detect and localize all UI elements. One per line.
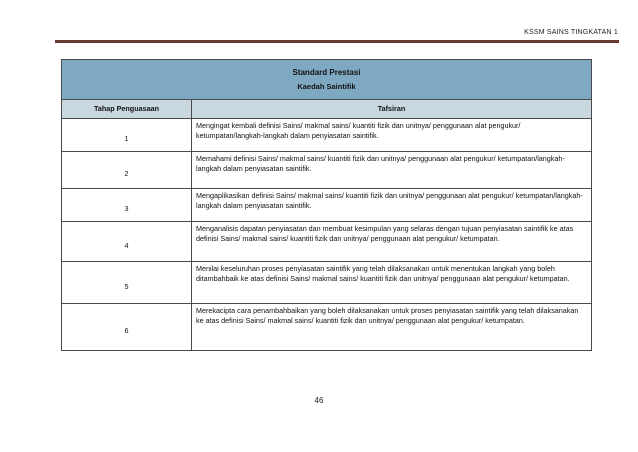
header-divider [55, 40, 619, 43]
level-cell [62, 304, 192, 351]
level-number: 2 [124, 169, 129, 178]
table-row [62, 222, 592, 262]
level-number: 5 [124, 281, 129, 291]
level-cell [62, 222, 192, 262]
description-cell: Menganalisis dapatan penyiasatan dan membuat kesimpulan yang selaras dengan tujuan penyiasatan saintifik ke atas definisi Sains/ makmal sains/ kuantiti fizik dan unitnya/ penggunaan alat pengukur/ ketumpatan. [192, 222, 592, 262]
page-header: KSSM SAINS TINGKATAN 1 [524, 29, 618, 36]
page-number: 46 [314, 396, 324, 405]
level-number: 3 [124, 204, 129, 213]
table-row [62, 189, 592, 222]
level-cell [62, 189, 192, 222]
description-cell: Mengingat kembali definisi Sains/ makmal sains/ kuantiti fizik dan unitnya/ penggunaan alat pengukur/ ketumpatan/langkah-langkah dalam penyiasatan saintifik. [192, 119, 592, 152]
level-number: 4 [124, 240, 129, 250]
description-cell: Mengaplikasikan definisi Sains/ makmal sains/ kuantiti fizik dan unitnya/ penggunaan alat pengukur/ ketumpatan/langkah-langkah dalam penyiasatan saintifik. [192, 189, 592, 222]
description-cell: Merekacipta cara penambahbaikan yang boleh dilaksanakan untuk proses penyiasatan saintifik yang telah dilaksanakan ke atas definisi Sains/ makmal sains/ kuantiti fizik dan unitnya/ penggunaan alat pengukur/ ketumpatan. [192, 304, 592, 351]
table-row [62, 152, 592, 189]
table-header-row [62, 100, 592, 119]
table-title-cell [62, 60, 592, 100]
table-row [62, 119, 592, 152]
table-title-row [62, 60, 592, 100]
level-number: 1 [124, 134, 129, 143]
column-header-level: Tahap Penguasaan [62, 100, 192, 119]
description-cell: Memahami definisi Sains/ makmal sains/ kuantiti fizik dan unitnya/ penggunaan alat pengukur/ ketumpatan/langkah-langkah dalam penyiasatan saintifik. [192, 152, 592, 189]
standard-prestasi-table [61, 59, 592, 351]
table-title: Standard Prestasi [292, 67, 361, 77]
table-row [62, 262, 592, 304]
table-subtitle: Kaedah Saintifik [297, 81, 356, 91]
description-cell: Menilai keseluruhan proses penyiasatan saintifik yang telah dilaksanakan untuk menentukan langkah yang boleh ditambahbaik ke atas definisi Sains/ makmal sains/ kuantiti fizik dan unitnya/ penggunaan alat pengukur/ ketumpatan. [192, 262, 592, 304]
level-number: 6 [124, 326, 129, 335]
column-header-description: Tafsiran [192, 100, 592, 119]
level-cell [62, 262, 192, 304]
table-row [62, 304, 592, 351]
level-cell [62, 152, 192, 189]
level-cell [62, 119, 192, 152]
